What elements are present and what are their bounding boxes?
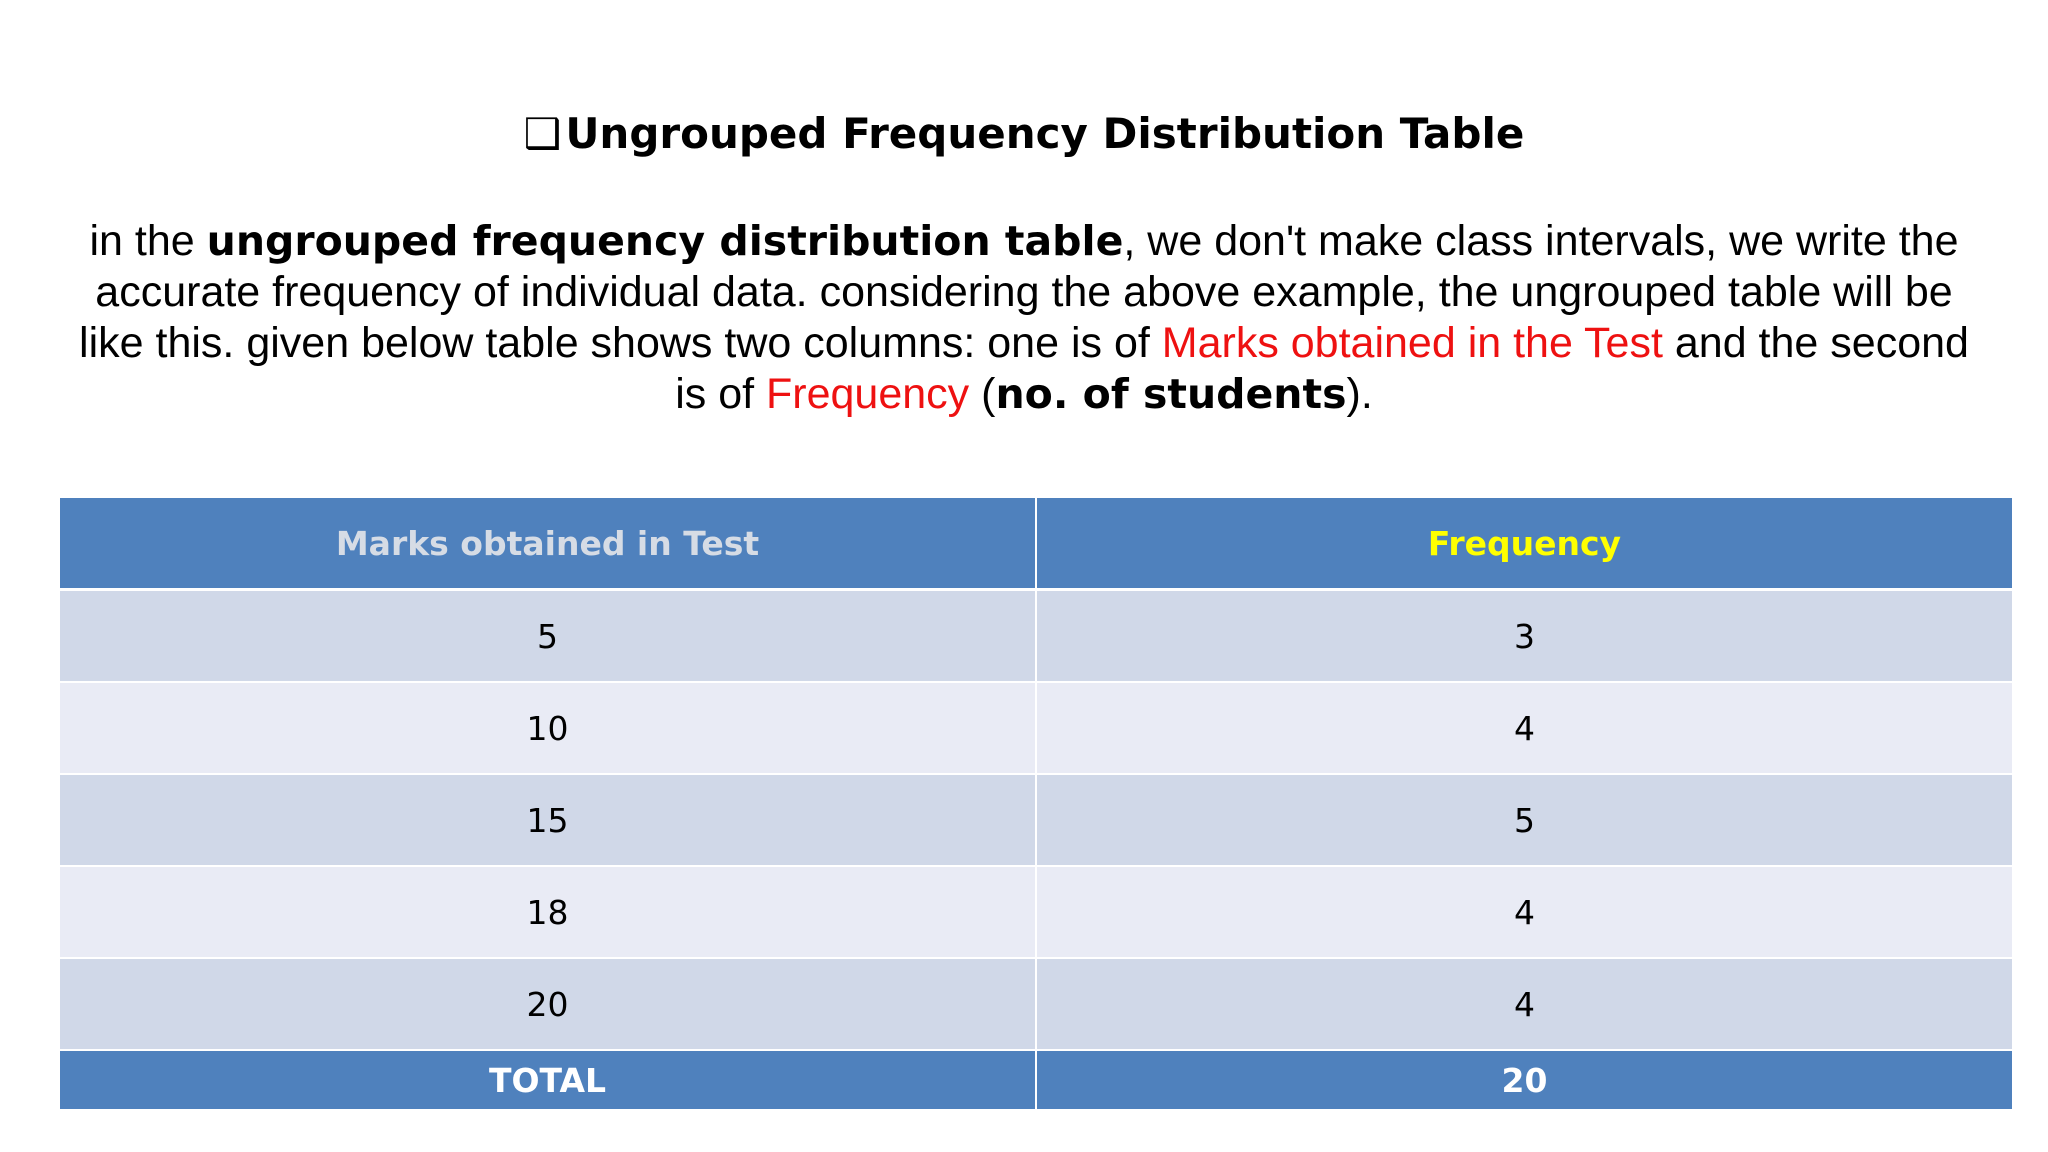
para-red-frequency: Frequency: [766, 370, 970, 418]
para-bold-students: no. of students: [995, 370, 1347, 418]
table-row: [60, 682, 2012, 774]
table-row: [60, 590, 2012, 683]
slide-title: [0, 104, 2048, 164]
table-row: [60, 958, 2012, 1050]
cell-marks: 10: [60, 682, 1036, 774]
cell-marks: 18: [60, 866, 1036, 958]
checkbox-bullet-icon: ❑: [523, 109, 562, 158]
para-text-2: , we don't make class intervals, we write the accurate frequency of individual data. considering the above example, the ungrouped table will be like this. given below table shows two columns: one is of: [79, 217, 1959, 367]
total-label: TOTAL: [60, 1050, 1036, 1109]
para-text-4: (: [969, 370, 996, 418]
cell-frequency: 3: [1036, 590, 2012, 683]
cell-frequency: 4: [1036, 682, 2012, 774]
description-paragraph: [58, 216, 1990, 420]
para-text-1: in the: [89, 217, 207, 265]
frequency-table: [60, 498, 2012, 1109]
para-red-marks: Marks obtained in the Test: [1161, 319, 1663, 367]
table-header-row: [60, 498, 2012, 590]
cell-frequency: 4: [1036, 866, 2012, 958]
total-value: 20: [1036, 1050, 2012, 1109]
cell-marks: 15: [60, 774, 1036, 866]
slide-title-text: Ungrouped Frequency Distribution Table: [565, 109, 1525, 158]
cell-marks: 20: [60, 958, 1036, 1050]
para-bold-term: ungrouped frequency distribution table: [206, 217, 1124, 265]
cell-marks: 5: [60, 590, 1036, 683]
header-frequency: Frequency: [1036, 498, 2012, 590]
cell-frequency: 5: [1036, 774, 2012, 866]
table-row: [60, 774, 2012, 866]
para-text-5: ).: [1346, 370, 1373, 418]
cell-frequency: 4: [1036, 958, 2012, 1050]
para-text-3: and the second is of: [675, 319, 1969, 418]
table-row: [60, 866, 2012, 958]
header-marks: Marks obtained in Test: [60, 498, 1036, 590]
table-total-row: [60, 1050, 2012, 1109]
